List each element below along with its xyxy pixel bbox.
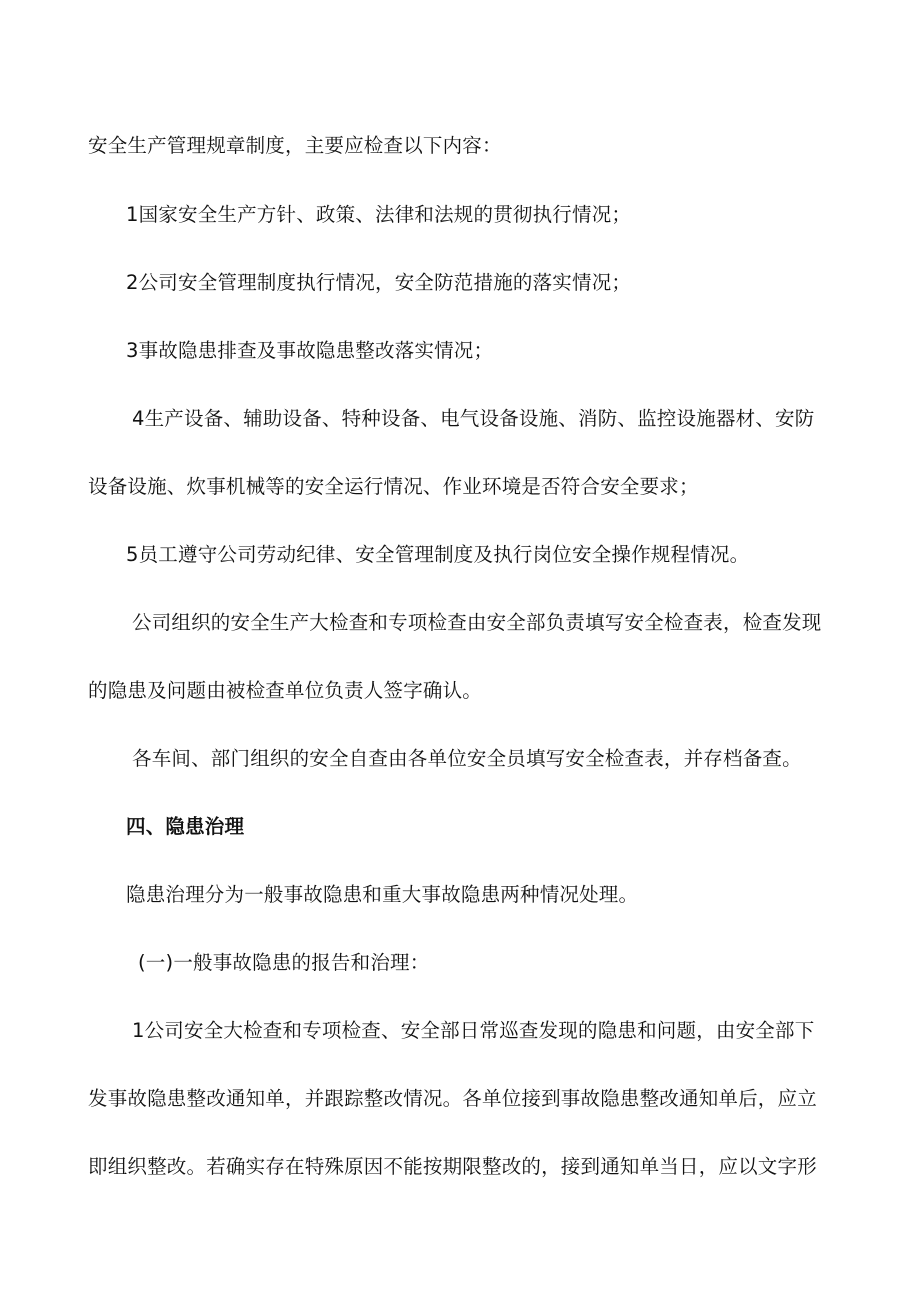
- paragraph-hazard-overview: 隐患治理分为一般事故隐患和重大事故隐患两种情况处理。: [126, 883, 639, 906]
- list-item-2: 2公司安全管理制度执行情况，安全防范措施的落实情况；: [126, 271, 632, 294]
- paragraph-general-hazard-line-1: 1公司安全大检查和专项检查、安全部日常巡查发现的隐患和问题，由安全部下: [132, 1019, 815, 1042]
- list-item-3: 3事故隐患排查及事故隐患整改落实情况；: [126, 339, 494, 362]
- paragraph-self-inspection: 各车间、部门组织的安全自查由各单位安全员填写安全检查表，并存档备查。: [132, 747, 802, 770]
- list-item-1: 1国家安全生产方针、政策、法律和法规的贯彻执行情况；: [126, 203, 632, 226]
- paragraph-intro: 安全生产管理规章制度，主要应检查以下内容：: [88, 134, 502, 157]
- paragraph-general-hazard-line-3: 即组织整改。若确实存在特殊原因不能按期限整改的，接到通知单当日，应以文字形: [88, 1155, 817, 1178]
- list-item-5: 5员工遵守公司劳动纪律、安全管理制度及执行岗位安全操作规程情况。: [126, 543, 750, 566]
- section-heading: 四、隐患治理: [126, 815, 245, 838]
- subsection-heading: (一)一般事故隐患的报告和治理：: [138, 951, 430, 974]
- paragraph-inspection-line-1: 公司组织的安全生产大检查和专项检查由安全部负责填写安全检查表，检查发现: [132, 611, 822, 634]
- list-item-4-line-2: 设备设施、炊事机械等的安全运行情况、作业环境是否符合安全要求；: [88, 475, 699, 498]
- paragraph-general-hazard-line-2: 发事故隐患整改通知单，并跟踪整改情况。各单位接到事故隐患整改通知单后，应立: [88, 1087, 817, 1110]
- list-item-4-line-1: 4生产设备、辅助设备、特种设备、电气设备设施、消防、监控设施器材、安防: [132, 407, 815, 430]
- paragraph-inspection-line-2: 的隐患及问题由被检查单位负责人签字确认。: [88, 679, 483, 702]
